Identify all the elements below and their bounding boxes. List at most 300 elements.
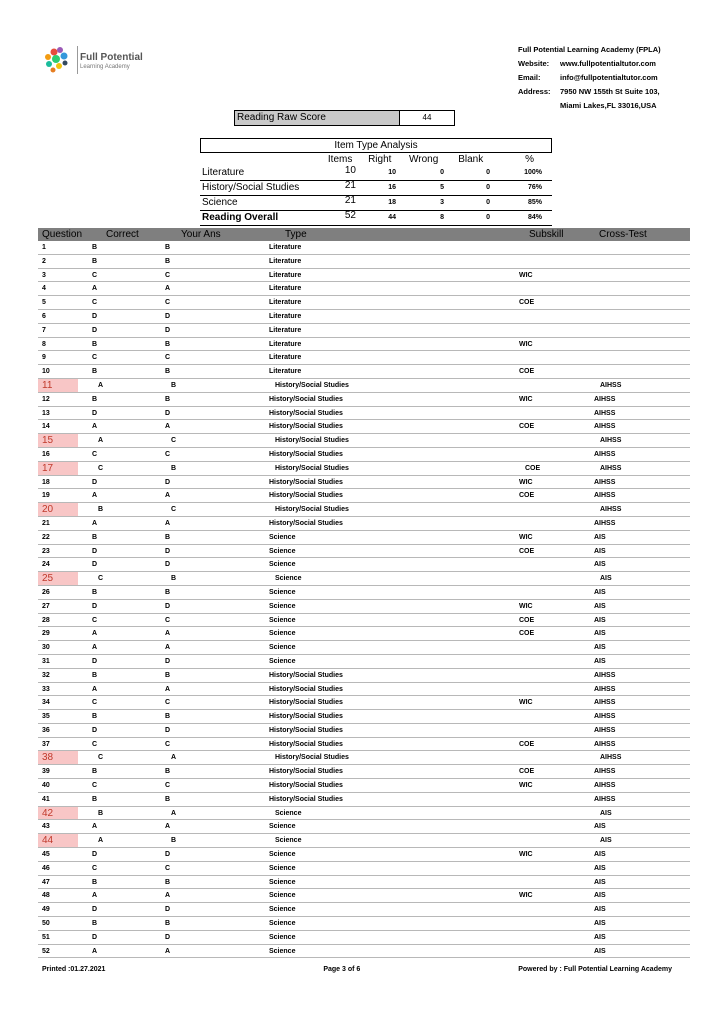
header-your-ans: Your Ans xyxy=(181,229,221,240)
ita-header-blank: Blank xyxy=(458,154,484,165)
your-answer: B xyxy=(165,768,171,776)
cross-test xyxy=(594,310,684,323)
question-number: 25 xyxy=(38,572,78,585)
ita-row-right: 16 xyxy=(388,184,396,191)
ita-row-right: 44 xyxy=(388,214,396,221)
correct-answer: C xyxy=(92,450,98,458)
correct-answer: D xyxy=(92,906,98,914)
your-answer: D xyxy=(165,726,171,734)
website-label: Website: xyxy=(518,59,550,68)
question-type: History/Social Studies xyxy=(269,450,343,458)
question-number: 13 xyxy=(42,409,50,417)
your-answer: B xyxy=(171,464,177,472)
correct-answer: D xyxy=(92,657,98,665)
correct-answer: A xyxy=(92,892,98,900)
subskill: WIC xyxy=(519,478,533,486)
cross-test: AIS xyxy=(594,644,606,652)
question-type: History/Social Studies xyxy=(269,699,343,707)
raw-score-label: Reading Raw Score xyxy=(235,111,400,125)
question-type: History/Social Studies xyxy=(269,685,343,693)
ita-row xyxy=(200,211,552,226)
ita-row-pct: 100% xyxy=(524,169,542,176)
question-row xyxy=(38,282,690,296)
ita-row-items: 21 xyxy=(344,195,356,206)
cross-test: AIS xyxy=(600,837,612,845)
your-answer: D xyxy=(165,561,171,569)
question-row xyxy=(38,931,690,945)
question-type: Science xyxy=(275,837,302,845)
cross-test: AIS xyxy=(594,602,606,610)
question-type: Literature xyxy=(269,368,302,376)
question-row xyxy=(38,600,690,614)
question-row xyxy=(38,420,690,434)
question-number: 37 xyxy=(42,740,50,748)
cross-test: AIS xyxy=(594,547,606,555)
question-row xyxy=(38,393,690,407)
subskill xyxy=(519,820,594,833)
question-number: 20 xyxy=(38,503,78,516)
correct-answer: A xyxy=(92,630,98,638)
your-answer: D xyxy=(165,326,171,334)
question-number: 1 xyxy=(42,244,46,251)
question-number: 38 xyxy=(38,751,78,764)
question-type: Science xyxy=(269,547,296,555)
ita-header-right: Right xyxy=(368,154,392,165)
cross-test xyxy=(594,365,684,378)
your-answer: A xyxy=(165,947,171,955)
question-number: 30 xyxy=(42,644,50,652)
cross-test: AIHSS xyxy=(594,492,616,500)
question-type: Literature xyxy=(269,326,302,334)
question-type: Literature xyxy=(269,257,302,265)
question-type: History/Social Studies xyxy=(269,409,343,417)
subskill xyxy=(525,434,600,447)
cross-test: AIS xyxy=(594,878,606,886)
question-row xyxy=(38,531,690,545)
cross-test: AIHSS xyxy=(594,685,616,693)
subskill xyxy=(519,710,594,723)
correct-answer: B xyxy=(92,713,98,721)
contact-block xyxy=(518,43,661,113)
question-type: History/Social Studies xyxy=(269,423,343,431)
question-type: History/Social Studies xyxy=(269,395,343,403)
subskill xyxy=(519,448,594,461)
question-row xyxy=(38,779,690,793)
your-answer: B xyxy=(165,257,171,265)
correct-answer: B xyxy=(92,395,98,403)
your-answer: D xyxy=(165,312,171,320)
ita-header-wrong: Wrong xyxy=(409,154,439,165)
ita-row xyxy=(200,181,552,196)
ita-row-items: 21 xyxy=(344,180,356,191)
subskill xyxy=(519,586,594,599)
your-answer: A xyxy=(165,630,171,638)
question-row xyxy=(38,751,690,765)
question-number: 48 xyxy=(42,892,50,900)
correct-answer: B xyxy=(92,768,98,776)
your-answer: C xyxy=(165,299,171,307)
subskill xyxy=(519,517,594,530)
your-answer: D xyxy=(165,851,171,859)
your-answer: D xyxy=(165,547,171,555)
org-name: Full Potential Learning Academy (FPLA) xyxy=(518,45,661,54)
question-number: 51 xyxy=(42,933,50,941)
cross-test: AIHSS xyxy=(594,450,616,458)
ita-title: Item Type Analysis xyxy=(200,138,552,153)
question-row xyxy=(38,710,690,724)
cross-test: AIS xyxy=(594,616,606,624)
question-row xyxy=(38,655,690,669)
question-type: Science xyxy=(275,809,302,817)
question-number: 12 xyxy=(42,395,50,403)
item-type-analysis xyxy=(200,138,552,226)
question-number: 31 xyxy=(42,657,50,665)
subskill: COE xyxy=(519,547,535,555)
correct-answer: C xyxy=(92,740,98,748)
question-type: Literature xyxy=(269,354,302,362)
correct-answer: D xyxy=(92,726,98,734)
ita-row-blank: 0 xyxy=(486,199,490,206)
address-line1: 7950 NW 155th St Suite 103, xyxy=(560,87,660,96)
question-type: Literature xyxy=(269,340,302,348)
question-row xyxy=(38,255,690,269)
question-type: Science xyxy=(269,602,296,610)
cross-test: AIHSS xyxy=(594,423,616,431)
subskill xyxy=(525,572,600,585)
cross-test: AIHSS xyxy=(594,726,616,734)
subskill: COE xyxy=(519,616,535,624)
address-label: Address: xyxy=(518,87,551,96)
subskill: WIC xyxy=(519,851,533,859)
cross-test: AIS xyxy=(594,851,606,859)
cross-test: AIS xyxy=(594,657,606,665)
question-type: History/Social Studies xyxy=(269,740,343,748)
cross-test: AIHSS xyxy=(600,381,622,389)
correct-answer: A xyxy=(92,519,98,527)
subskill: COE xyxy=(519,368,535,376)
your-answer: A xyxy=(165,492,171,500)
correct-answer: B xyxy=(98,809,104,817)
correct-answer: B xyxy=(92,244,98,251)
ita-row xyxy=(200,196,552,211)
your-answer: D xyxy=(165,906,171,914)
ita-row-name: Reading Overall xyxy=(202,212,279,223)
correct-answer: C xyxy=(92,271,98,279)
cross-test xyxy=(594,241,684,254)
subskill: WIC xyxy=(519,340,533,348)
question-row xyxy=(38,434,690,448)
question-number: 10 xyxy=(42,368,50,376)
powered-by: Powered by : Full Potential Learning Academy xyxy=(518,966,672,973)
question-type: History/Social Studies xyxy=(269,726,343,734)
correct-answer: B xyxy=(92,368,98,376)
correct-answer: D xyxy=(92,933,98,941)
questions-header xyxy=(38,228,690,241)
question-number: 7 xyxy=(42,326,46,334)
ita-row-right: 10 xyxy=(388,169,396,176)
question-number: 35 xyxy=(42,713,50,721)
question-row xyxy=(38,834,690,848)
your-answer: D xyxy=(165,602,171,610)
cross-test: AIHSS xyxy=(600,506,622,514)
your-answer: B xyxy=(171,837,177,845)
subskill xyxy=(519,931,594,944)
header-question: Question xyxy=(42,229,83,240)
your-answer: C xyxy=(165,616,171,624)
email-value: info@fullpotentialtutor.com xyxy=(560,73,658,82)
question-row xyxy=(38,738,690,752)
question-row xyxy=(38,558,690,572)
question-row xyxy=(38,669,690,683)
your-answer: B xyxy=(165,533,171,541)
cross-test: AIHSS xyxy=(594,478,616,486)
your-answer: B xyxy=(165,920,171,928)
header-type: Type xyxy=(285,229,307,240)
correct-answer: B xyxy=(98,506,104,514)
question-type: History/Social Studies xyxy=(275,754,349,762)
cross-test: AIHSS xyxy=(600,754,622,762)
subskill xyxy=(525,503,600,516)
ita-row-items: 10 xyxy=(344,165,356,176)
ita-header-items: Items xyxy=(327,154,353,165)
cross-test: AIS xyxy=(594,588,606,596)
address-line2: Miami Lakes,FL 33016,USA xyxy=(560,101,657,110)
question-row xyxy=(38,614,690,628)
questions-table xyxy=(38,228,690,958)
your-answer: B xyxy=(165,368,171,376)
question-type: History/Social Studies xyxy=(269,478,343,486)
ita-row-blank: 0 xyxy=(486,214,490,221)
subskill xyxy=(519,241,594,254)
subskill xyxy=(519,558,594,571)
your-answer: A xyxy=(165,644,171,652)
question-type: Science xyxy=(269,864,296,872)
ita-row-wrong: 8 xyxy=(440,214,444,221)
correct-answer: A xyxy=(92,285,98,293)
question-number: 14 xyxy=(42,423,50,431)
cross-test: AIHSS xyxy=(600,437,622,445)
question-number: 17 xyxy=(38,462,78,475)
subskill xyxy=(519,945,594,958)
cross-test: AIHSS xyxy=(594,395,616,403)
question-row xyxy=(38,448,690,462)
correct-answer: D xyxy=(92,409,98,417)
correct-answer: C xyxy=(98,464,104,472)
cross-test: AIHSS xyxy=(594,699,616,707)
question-type: Literature xyxy=(269,271,302,279)
question-number: 19 xyxy=(42,492,50,500)
your-answer: A xyxy=(165,423,171,431)
question-type: Literature xyxy=(269,299,302,307)
correct-answer: A xyxy=(92,423,98,431)
subskill xyxy=(519,641,594,654)
question-number: 4 xyxy=(42,285,46,293)
correct-answer: B xyxy=(92,920,98,928)
cross-test: AIS xyxy=(600,575,612,583)
question-row xyxy=(38,696,690,710)
correct-answer: C xyxy=(92,782,98,790)
cross-test: AIS xyxy=(594,892,606,900)
question-type: Literature xyxy=(269,312,302,320)
subskill: WIC xyxy=(519,395,533,403)
correct-answer: A xyxy=(92,644,98,652)
your-answer: A xyxy=(171,809,177,817)
your-answer: A xyxy=(171,754,177,762)
correct-answer: A xyxy=(92,823,98,831)
question-number: 11 xyxy=(38,379,78,392)
question-type: History/Social Studies xyxy=(275,506,349,514)
question-number: 3 xyxy=(42,271,46,279)
question-type: Science xyxy=(269,878,296,886)
subskill xyxy=(519,724,594,737)
your-answer: D xyxy=(165,478,171,486)
correct-answer: C xyxy=(92,354,98,362)
cross-test: AIHSS xyxy=(594,768,616,776)
question-number: 49 xyxy=(42,906,50,914)
your-answer: A xyxy=(165,823,171,831)
logo-sub: Learning Academy xyxy=(80,64,130,70)
cross-test: AIHSS xyxy=(594,671,616,679)
cross-test: AIS xyxy=(594,947,606,955)
question-number: 22 xyxy=(42,533,50,541)
correct-answer: C xyxy=(92,864,98,872)
question-number: 34 xyxy=(42,699,50,707)
question-number: 42 xyxy=(38,807,78,820)
question-row xyxy=(38,310,690,324)
question-row xyxy=(38,476,690,490)
cross-test xyxy=(594,351,684,364)
question-number: 36 xyxy=(42,726,50,734)
question-number: 40 xyxy=(42,782,50,790)
question-type: Science xyxy=(269,851,296,859)
question-row xyxy=(38,848,690,862)
question-type: History/Social Studies xyxy=(269,671,343,679)
subskill xyxy=(519,903,594,916)
correct-answer: D xyxy=(92,561,98,569)
your-answer: D xyxy=(165,933,171,941)
question-number: 16 xyxy=(42,450,50,458)
cross-test xyxy=(594,269,684,282)
cross-test: AIHSS xyxy=(600,464,622,472)
cross-test: AIS xyxy=(594,920,606,928)
question-type: History/Social Studies xyxy=(269,795,343,803)
question-row xyxy=(38,641,690,655)
cross-test: AIS xyxy=(594,906,606,914)
subskill xyxy=(525,751,600,764)
subskill xyxy=(525,807,600,820)
question-number: 27 xyxy=(42,602,50,610)
your-answer: A xyxy=(165,519,171,527)
cross-test xyxy=(594,338,684,351)
printed-date: Printed :01.27.2021 xyxy=(42,966,106,973)
ita-row-right: 18 xyxy=(388,199,396,206)
correct-answer: B xyxy=(92,795,98,803)
correct-answer: D xyxy=(92,312,98,320)
question-type: Science xyxy=(269,588,296,596)
subskill: WIC xyxy=(519,782,533,790)
question-type: History/Social Studies xyxy=(275,464,349,472)
question-type: Science xyxy=(269,630,296,638)
correct-answer: A xyxy=(92,685,98,693)
your-answer: B xyxy=(165,878,171,886)
ita-row-name: Science xyxy=(202,197,238,208)
question-number: 6 xyxy=(42,312,46,320)
correct-answer: A xyxy=(98,381,104,389)
cross-test: AIS xyxy=(594,864,606,872)
website-value: www.fullpotentialtutor.com xyxy=(560,59,656,68)
footer xyxy=(42,966,672,973)
cross-test: AIHSS xyxy=(594,409,616,417)
subskill xyxy=(519,407,594,420)
ita-row-wrong: 0 xyxy=(440,169,444,176)
question-type: Science xyxy=(269,947,296,955)
subskill: COE xyxy=(519,492,535,500)
cross-test: AIS xyxy=(594,533,606,541)
your-answer: B xyxy=(165,395,171,403)
question-number: 41 xyxy=(42,795,50,803)
question-number: 29 xyxy=(42,630,50,638)
subskill: COE xyxy=(519,740,535,748)
header-cross-test: Cross-Test xyxy=(599,229,647,240)
question-number: 24 xyxy=(42,561,50,569)
question-number: 28 xyxy=(42,616,50,624)
subskill: WIC xyxy=(519,533,533,541)
question-type: Science xyxy=(269,920,296,928)
cross-test xyxy=(594,324,684,337)
question-type: Science xyxy=(269,823,296,831)
cross-test: AIHSS xyxy=(594,740,616,748)
correct-answer: B xyxy=(92,533,98,541)
question-row xyxy=(38,724,690,738)
your-answer: B xyxy=(171,381,177,389)
question-row xyxy=(38,338,690,352)
cross-test: AIHSS xyxy=(594,795,616,803)
correct-answer: C xyxy=(98,754,104,762)
cross-test xyxy=(594,282,684,295)
question-row xyxy=(38,407,690,421)
question-number: 45 xyxy=(42,851,50,859)
cross-test: AIS xyxy=(594,630,606,638)
your-answer: C xyxy=(165,699,171,707)
correct-answer: A xyxy=(92,492,98,500)
question-row xyxy=(38,627,690,641)
your-answer: D xyxy=(165,657,171,665)
question-type: History/Social Studies xyxy=(269,768,343,776)
correct-answer: C xyxy=(92,699,98,707)
cross-test: AIS xyxy=(594,933,606,941)
question-type: History/Social Studies xyxy=(269,782,343,790)
question-number: 21 xyxy=(42,519,50,527)
subskill xyxy=(525,834,600,847)
your-answer: B xyxy=(165,713,171,721)
subskill xyxy=(519,255,594,268)
ita-row-name: History/Social Studies xyxy=(202,182,300,193)
subskill xyxy=(519,683,594,696)
header-correct: Correct xyxy=(106,229,139,240)
raw-score-value: 44 xyxy=(422,113,432,122)
question-row xyxy=(38,241,690,255)
question-number: 18 xyxy=(42,478,50,486)
your-answer: C xyxy=(165,782,171,790)
question-row xyxy=(38,889,690,903)
question-number: 23 xyxy=(42,547,50,555)
subskill xyxy=(519,917,594,930)
question-number: 47 xyxy=(42,878,50,886)
question-number: 2 xyxy=(42,257,46,265)
question-type: History/Social Studies xyxy=(269,519,343,527)
question-row xyxy=(38,545,690,559)
question-number: 50 xyxy=(42,920,50,928)
